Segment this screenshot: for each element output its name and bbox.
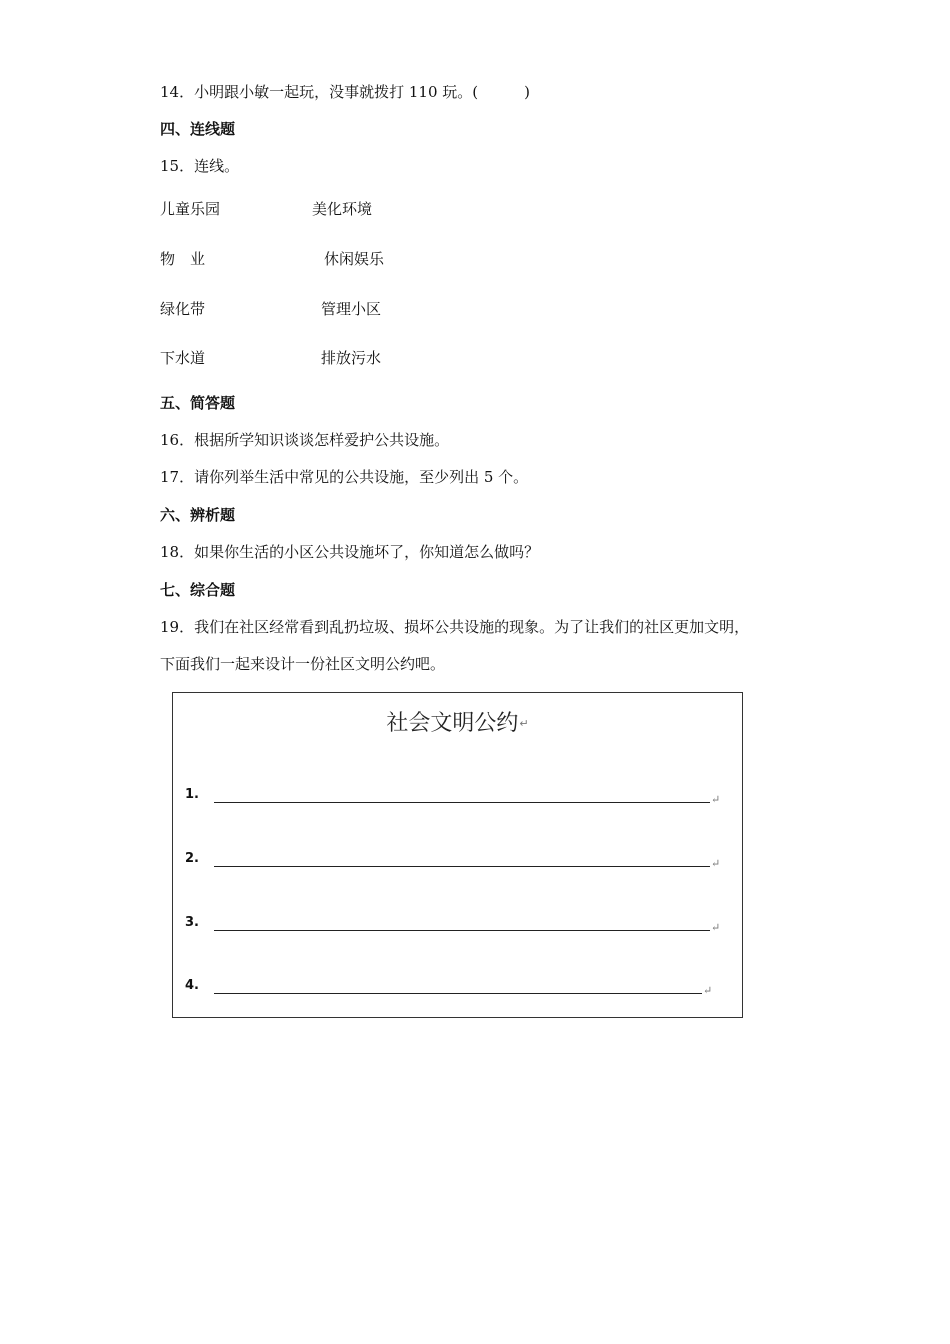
convention-title-text: 社会文明公约	[386, 711, 519, 736]
return-mark-icon: ↵	[519, 717, 529, 730]
return-mark-icon: ↵	[711, 921, 721, 934]
question-19-line-1: 19．我们在社区经常看到乱扔垃圾、损坏公共设施的现象。为了让我们的社区更加文明，	[160, 618, 750, 636]
convention-item-blank[interactable]	[214, 802, 710, 803]
match-right-item: 管理小区	[321, 300, 382, 318]
convention-title	[173, 709, 742, 739]
question-14-close: )	[524, 83, 530, 101]
section-heading-analysis: 六、辨析题	[160, 506, 236, 524]
question-18: 18．如果你生活的小区公共设施坏了，你知道怎么做吗？	[160, 543, 540, 561]
match-left-item: 儿童乐园	[160, 200, 221, 218]
section-heading-comprehensive: 七、综合题	[160, 581, 236, 599]
match-left-item: 绿化带	[160, 300, 206, 318]
match-right-item: 美化环境	[312, 200, 373, 218]
question-17: 17．请你列举生活中常见的公共设施，至少列出 5 个。	[160, 468, 529, 486]
convention-item	[185, 909, 725, 934]
match-left-item: 物 业	[160, 250, 206, 268]
convention-item-number: 4.	[185, 978, 199, 993]
match-left-item: 下水道	[160, 349, 206, 367]
section-heading-short-answer: 五、简答题	[160, 394, 236, 412]
convention-item-number: 1.	[185, 787, 199, 802]
return-mark-icon: ↵	[703, 984, 713, 997]
convention-item	[185, 972, 725, 997]
return-mark-icon: ↵	[711, 857, 721, 870]
question-14	[160, 82, 530, 102]
convention-item	[185, 781, 725, 806]
section-heading-matching: 四、连线题	[160, 120, 236, 138]
question-14-text: 14．小明跟小敏一起玩，没事就拨打 110 玩。(	[160, 83, 479, 101]
convention-item-blank[interactable]	[214, 993, 702, 994]
civic-convention-box	[172, 692, 743, 1018]
convention-item-number: 2.	[185, 851, 199, 866]
match-right-item: 排放污水	[321, 349, 382, 367]
convention-item	[185, 845, 725, 870]
question-19-line-2: 下面我们一起来设计一份社区文明公约吧。	[160, 655, 446, 673]
question-15: 15．连线。	[160, 157, 240, 175]
return-mark-icon: ↵	[711, 793, 721, 806]
match-right-item: 休闲娱乐	[324, 250, 385, 268]
convention-item-blank[interactable]	[214, 930, 710, 931]
question-16: 16．根据所学知识谈谈怎样爱护公共设施。	[160, 431, 450, 449]
convention-item-number: 3.	[185, 915, 199, 930]
convention-item-blank[interactable]	[214, 866, 710, 867]
